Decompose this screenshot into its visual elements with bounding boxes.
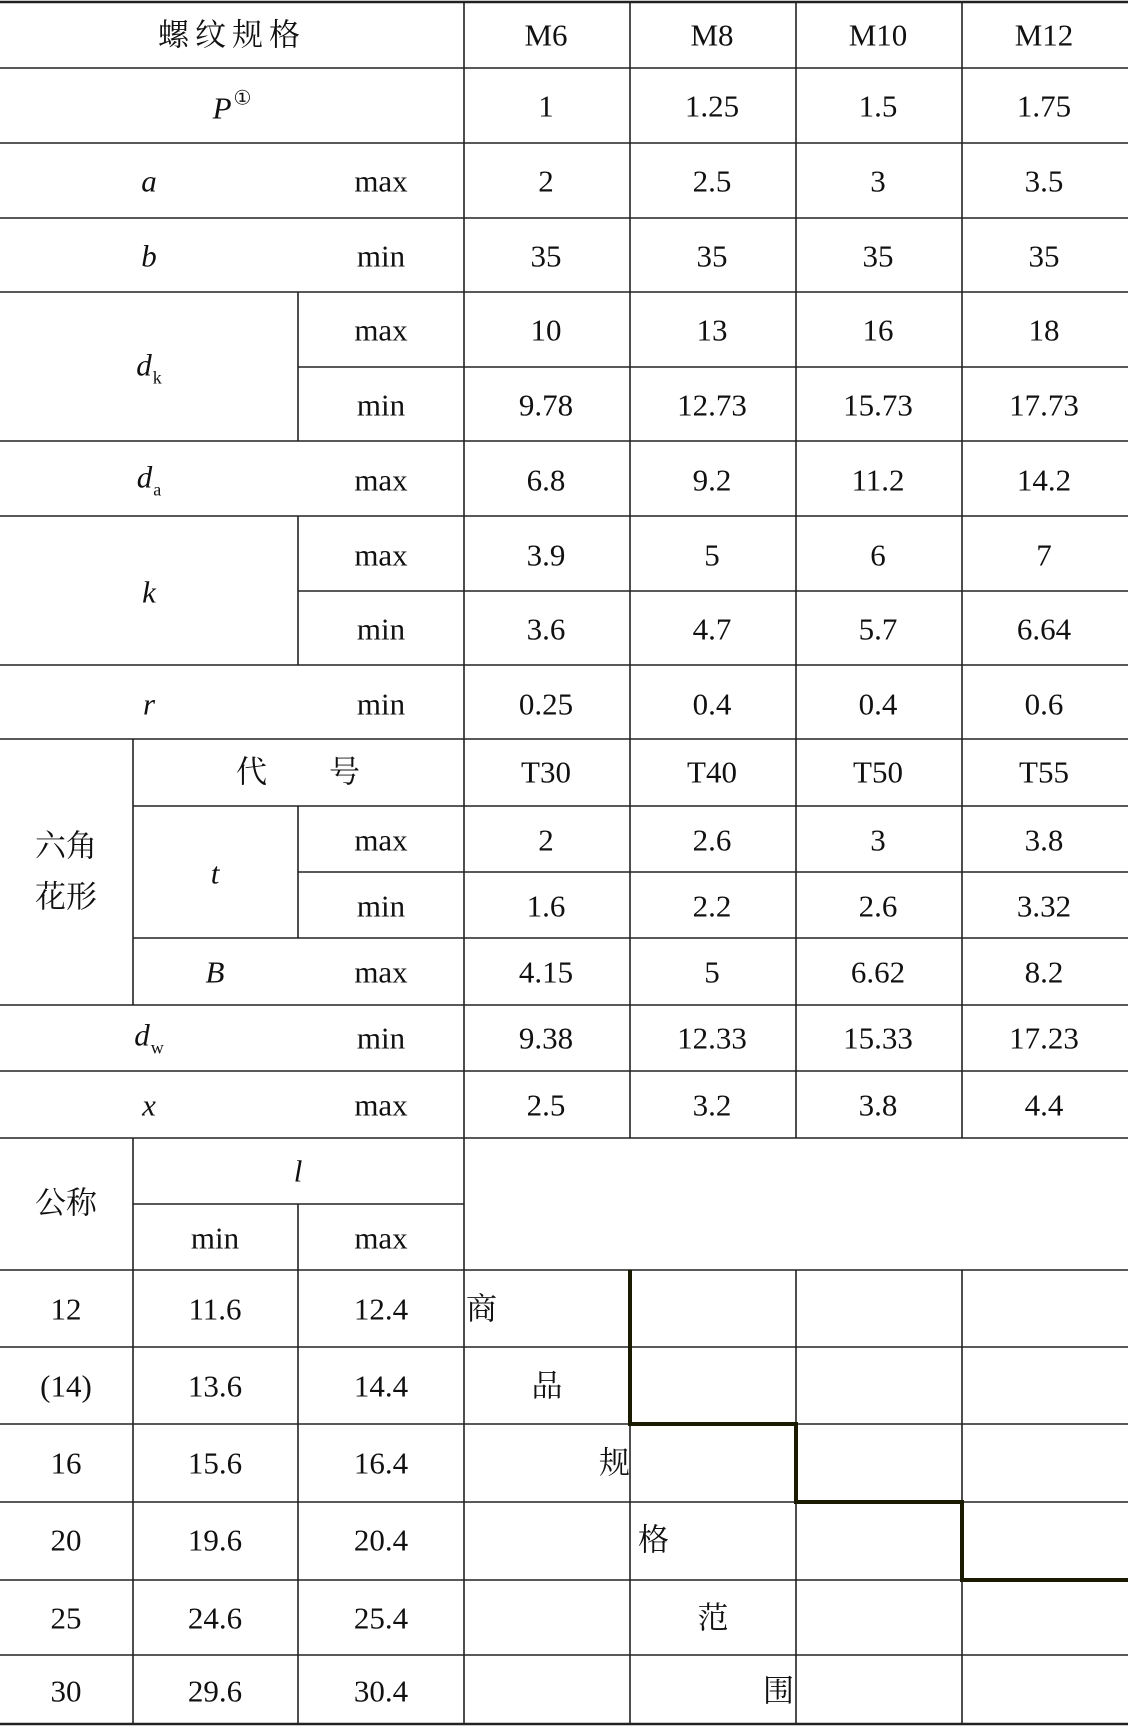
dw-m10: 15.33 bbox=[843, 1020, 913, 1056]
length-nominal-14: (14) bbox=[40, 1368, 92, 1404]
k-min-m12: 6.64 bbox=[1016, 611, 1072, 647]
da-label: $d_a$ bbox=[136, 459, 162, 500]
length-min-25: 24.6 bbox=[187, 1600, 243, 1636]
dk-min-m12: 17.73 bbox=[1009, 387, 1079, 423]
size-header-m8: M8 bbox=[690, 17, 734, 53]
length-nominal-25: 25 bbox=[50, 1600, 82, 1636]
length-min-14: 13.6 bbox=[187, 1368, 243, 1404]
k-min-limit: min bbox=[356, 611, 406, 647]
dw-m6: 9.38 bbox=[518, 1020, 574, 1056]
dk-max-limit: max bbox=[354, 312, 408, 348]
hexalobular-label-line1: 六角 bbox=[35, 828, 97, 864]
size-header-m12: M12 bbox=[1014, 17, 1074, 53]
k-label: k bbox=[142, 574, 156, 610]
range-staircase bbox=[630, 1270, 1128, 1580]
length-nominal-30: 30 bbox=[50, 1673, 82, 1709]
b-m12: 35 bbox=[1028, 238, 1060, 274]
t-label: t bbox=[210, 855, 220, 891]
length-min-12: 11.6 bbox=[188, 1291, 242, 1327]
x-label: x bbox=[142, 1087, 156, 1123]
dk-min-m6: 9.78 bbox=[518, 387, 574, 423]
range-char-4: 格 bbox=[638, 1522, 669, 1558]
length-max-25: 25.4 bbox=[353, 1600, 409, 1636]
dk-label: $d_k$ bbox=[136, 347, 162, 388]
dk-min-limit: min bbox=[356, 387, 406, 423]
da-m8: 9.2 bbox=[692, 462, 732, 498]
k-min-m6: 3.6 bbox=[526, 611, 566, 647]
range-char-3: 规 bbox=[599, 1445, 630, 1481]
length-l-label: l bbox=[293, 1153, 303, 1189]
range-char-5: 范 bbox=[697, 1600, 729, 1636]
a-m8: 2.5 bbox=[692, 163, 732, 199]
length-max-20: 20.4 bbox=[353, 1522, 409, 1558]
dk-max-m6: 10 bbox=[530, 312, 562, 348]
da-m6: 6.8 bbox=[526, 462, 566, 498]
range-char-2: 品 bbox=[531, 1368, 563, 1404]
length-max-16: 16.4 bbox=[353, 1445, 409, 1481]
t-max-m8: 2.6 bbox=[692, 822, 732, 858]
a-label: a bbox=[141, 163, 157, 199]
length-nominal-16: 16 bbox=[50, 1445, 82, 1481]
B-m12: 8.2 bbox=[1024, 954, 1064, 990]
r-label: r bbox=[142, 686, 156, 722]
x-m8: 3.2 bbox=[692, 1087, 732, 1123]
x-m6: 2.5 bbox=[526, 1087, 566, 1123]
drive-code-label: 代 号 bbox=[236, 754, 360, 790]
size-header-m6: M6 bbox=[524, 17, 568, 53]
B-label: B bbox=[205, 954, 225, 990]
da-limit: max bbox=[354, 462, 408, 498]
k-min-m8: 4.7 bbox=[692, 611, 732, 647]
dw-label: $d_w$ bbox=[134, 1017, 164, 1058]
B-m10: 6.62 bbox=[850, 954, 906, 990]
t-min-m6: 1.6 bbox=[526, 888, 566, 924]
k-max-m8: 5 bbox=[704, 537, 720, 573]
t-max-m10: 3 bbox=[870, 822, 886, 858]
r-m12: 0.6 bbox=[1024, 686, 1064, 722]
dw-m8: 12.33 bbox=[677, 1020, 747, 1056]
b-limit: min bbox=[356, 238, 406, 274]
drive-code-m6: T30 bbox=[521, 754, 571, 790]
pitch-m8: 1.25 bbox=[684, 88, 740, 124]
t-min-limit: min bbox=[356, 888, 406, 924]
B-m8: 5 bbox=[704, 954, 720, 990]
length-max-12: 12.4 bbox=[353, 1291, 409, 1327]
length-max-14: 14.4 bbox=[353, 1368, 409, 1404]
pitch-label: P ① bbox=[212, 87, 252, 126]
drive-code-m10: T50 bbox=[853, 754, 903, 790]
length-nominal-20: 20 bbox=[50, 1522, 82, 1558]
t-max-m6: 2 bbox=[538, 822, 554, 858]
length-min-16: 15.6 bbox=[187, 1445, 243, 1481]
pitch-m12: 1.75 bbox=[1016, 88, 1072, 124]
pitch-m10: 1.5 bbox=[858, 88, 898, 124]
pitch-m6: 1 bbox=[538, 88, 554, 124]
dk-max-m12: 18 bbox=[1028, 312, 1060, 348]
b-m6: 35 bbox=[530, 238, 562, 274]
B-m6: 4.15 bbox=[518, 954, 574, 990]
a-m10: 3 bbox=[870, 163, 886, 199]
b-m8: 35 bbox=[696, 238, 728, 274]
a-m12: 3.5 bbox=[1024, 163, 1064, 199]
thread-spec-header: 螺纹规格 bbox=[158, 17, 306, 53]
nominal-length-label: 公称 bbox=[35, 1185, 97, 1221]
dk-min-m8: 12.73 bbox=[677, 387, 747, 423]
length-min-30: 29.6 bbox=[187, 1673, 243, 1709]
range-char-1: 商 bbox=[466, 1291, 497, 1327]
da-m12: 14.2 bbox=[1016, 462, 1072, 498]
r-limit: min bbox=[356, 686, 406, 722]
dw-limit: min bbox=[356, 1020, 406, 1056]
length-nominal-12: 12 bbox=[50, 1291, 82, 1327]
x-m10: 3.8 bbox=[858, 1087, 898, 1123]
x-m12: 4.4 bbox=[1024, 1087, 1064, 1123]
t-min-m12: 3.32 bbox=[1016, 888, 1072, 924]
t-max-m12: 3.8 bbox=[1024, 822, 1064, 858]
b-label: b bbox=[141, 238, 157, 274]
a-limit: max bbox=[354, 163, 408, 199]
b-m10: 35 bbox=[862, 238, 894, 274]
length-max-30: 30.4 bbox=[353, 1673, 409, 1709]
length-min-20: 19.6 bbox=[187, 1522, 243, 1558]
dk-max-m8: 13 bbox=[696, 312, 728, 348]
dk-max-m10: 16 bbox=[862, 312, 894, 348]
r-m6: 0.25 bbox=[518, 686, 574, 722]
drive-code-m12: T55 bbox=[1019, 754, 1069, 790]
k-min-m10: 5.7 bbox=[858, 611, 898, 647]
k-max-m10: 6 bbox=[870, 537, 886, 573]
k-max-m12: 7 bbox=[1036, 537, 1052, 573]
dw-m12: 17.23 bbox=[1009, 1020, 1079, 1056]
x-limit: max bbox=[354, 1087, 408, 1123]
r-m8: 0.4 bbox=[692, 686, 732, 722]
range-char-6: 围 bbox=[763, 1673, 794, 1709]
B-limit: max bbox=[354, 954, 408, 990]
t-min-m8: 2.2 bbox=[692, 888, 732, 924]
k-max-m6: 3.9 bbox=[526, 537, 566, 573]
size-header-m10: M10 bbox=[848, 17, 908, 53]
length-max-label: max bbox=[354, 1220, 408, 1256]
r-m10: 0.4 bbox=[858, 686, 898, 722]
a-m6: 2 bbox=[538, 163, 554, 199]
k-max-limit: max bbox=[354, 537, 408, 573]
drive-code-m8: T40 bbox=[687, 754, 737, 790]
t-max-limit: max bbox=[354, 822, 408, 858]
length-min-label: min bbox=[190, 1220, 240, 1256]
hexalobular-label-line2: 花形 bbox=[35, 879, 97, 915]
t-min-m10: 2.6 bbox=[858, 888, 898, 924]
dk-min-m10: 15.73 bbox=[843, 387, 913, 423]
da-m10: 11.2 bbox=[851, 462, 905, 498]
